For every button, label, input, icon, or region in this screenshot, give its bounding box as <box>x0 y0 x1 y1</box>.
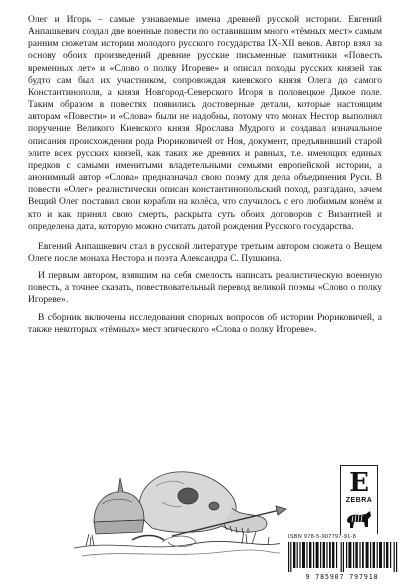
barcode-bars <box>288 542 398 572</box>
logo-letter: E <box>349 468 369 498</box>
annotation-paragraph-2: Евгений Анпашкевич стал в русской литературе третьим автором сюжета о Вещем Олеге после монаха Нестора и поэта Александра С. Пушкина. <box>28 240 382 264</box>
isbn-number: ISBN 978-5-907797-91-8 <box>288 534 357 540</box>
annotation-paragraph-3: И первым автором, взявшим на себя смелость написать реалистическую военную повесть, а точнее сказать, повествовательный перевод великой поэмы «Слово о полку Игореве». <box>28 270 382 306</box>
annotation-paragraph-4: В сборник включены исследования спорных вопросов об истории Рюриковичей, а также некоторых «тёмных» мест эпического «Слова о полку Игореве». <box>28 311 382 335</box>
barcode <box>280 534 404 582</box>
barcode-digits: 9 785907 797918 <box>305 573 379 581</box>
zebra-publisher-logo <box>340 465 378 539</box>
annotation-paragraph-1: Олег и Игорь – самые узнаваемые имена древней русской истории. Евгений Анпашкевич создал две военные повести по оставившим много «тёмных мест» самым ранним сюжетам истории молодого русского государства IX-XII веков. Автор взял за основу обоих произведений древние русские письменные памятники «Повесть временных лет» и «Слово о полку Игореве» и описал походы русских князей так будто сам был их участником, сопровождая киевского князя Олега до самого Константинополя, а князя Новгород-Северского Игоря в половецкое Дикое поле. Таким образом в повестях появились достоверные детали, которые настоящим авторам «Повести» и «Слова» были не надобны, потому что монах Нестор выполнял поручение Великого Киевского князя Ярослава Мудрого и создавал изначальное описания происхождения рода Рюриковичей от Ноя, документ, предъявивший старой элите всех русских князей, как таких же древних и равных, т.е. имеющих единых предков с самыми именитыми владетельными семьями европейской истории, а анонимный автор «Слова» предназначал свою поэму для дела объединения Руси. В повести «Олег» реалистически описан константинопольский поход, разгадано, зачем Вещий Олег поставил свои корабли на колёса, что случилось с его любимым конём и кто и как принял свою смерть, раскрыта суть обоих договоров с Византией и определена дата, которую можно считать датой рождения Русского государства. <box>28 14 382 232</box>
annotation-text <box>28 14 382 341</box>
skull-and-helmet-illustration <box>72 436 288 560</box>
zebra-icon <box>344 508 374 534</box>
logo-wordmark: ZEBRA <box>345 497 373 504</box>
